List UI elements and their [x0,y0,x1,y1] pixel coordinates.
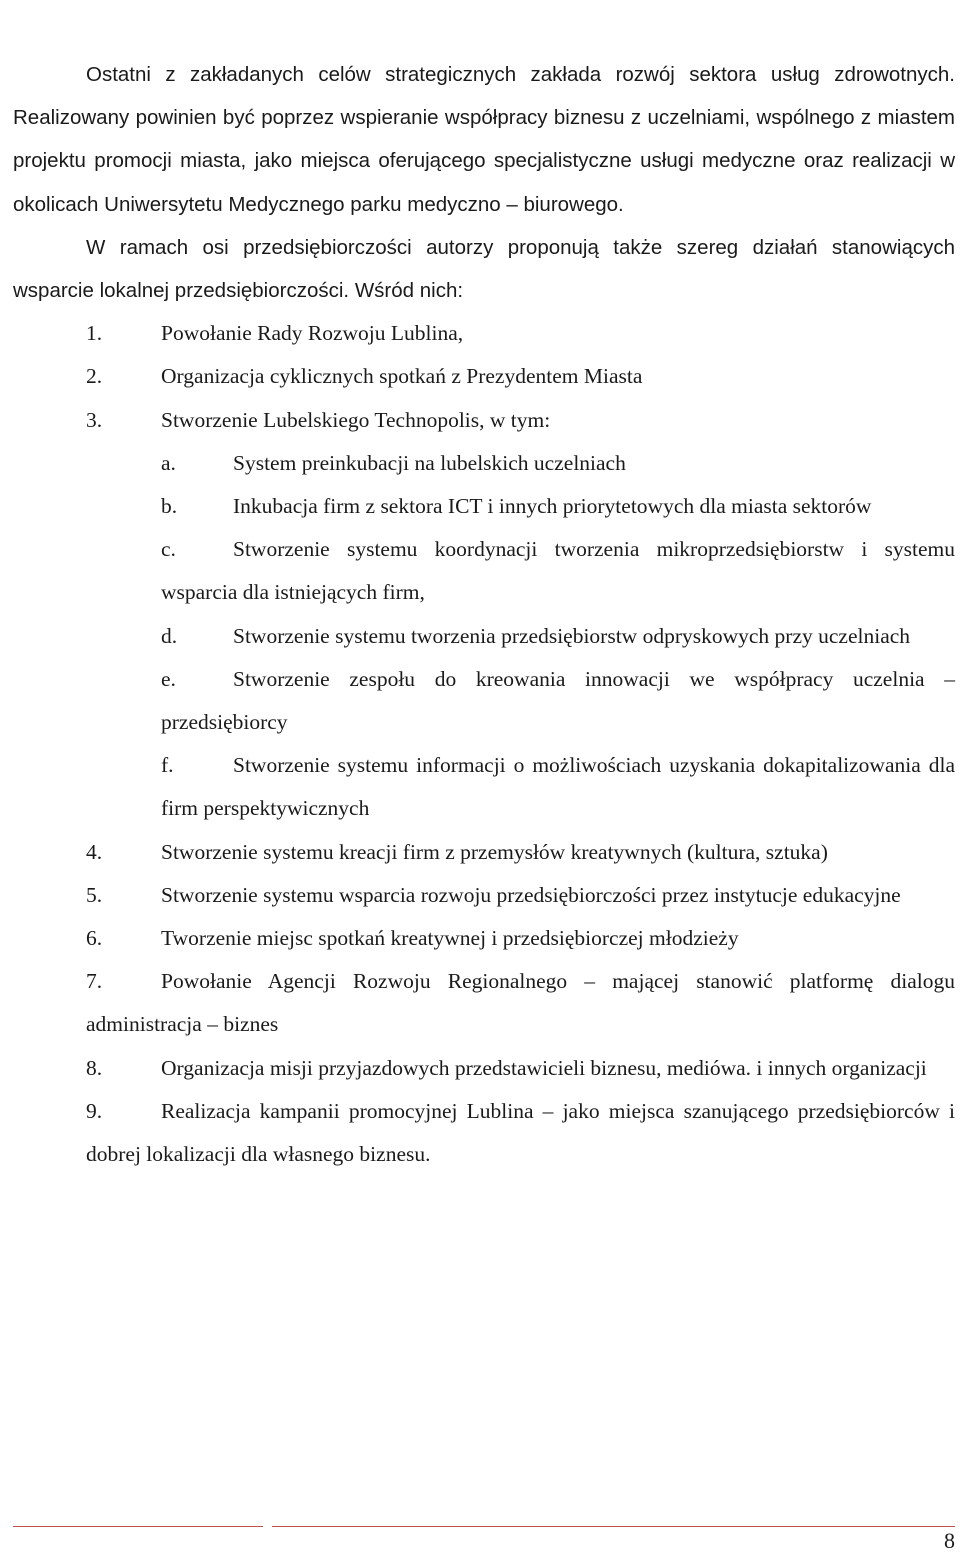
sublist-item-letter: e. [161,666,176,691]
list-item-number: 5. [86,882,103,907]
sublist-item [13,615,955,658]
footer-rule-gap [263,1526,272,1527]
sublist-item-letter: a. [161,450,176,475]
list-item-text: Stworzenie Lubelskiego Technopolis, w tym: [161,407,551,432]
sublist-item [13,485,955,528]
technopolis-sublist [13,442,955,831]
document-body [13,53,955,1176]
paragraph-health-sector: Ostatni z zakładanych celów strategicznych zakłada rozwój sektora usług zdrowotnych. Realizowany powinien być poprzez wspieranie współpracy biznesu z uczelniami, wspólnego z miastem projektu promocji miasta, jako miejsca oferującego specjalistyczne usługi medyczne oraz realizacji w okolicach Uniwersytetu Medycznego parku medyczno – biurowego. [13,63,955,216]
sublist-item-text: System preinkubacji na lubelskich uczelniach [233,450,626,475]
sublist-item-text: Stworzenie systemu informacji o możliwościach uzyskania dokapitalizowania dla firm perspektywicznych [161,753,955,821]
list-item [13,874,955,917]
sublist-item-letter: f. [161,753,174,778]
list-item [13,355,955,398]
list-item [13,312,955,355]
sublist-item-text: Stworzenie zespołu do kreowania innowacji we współpracy uczelnia – przedsiębiorcy [161,666,955,735]
page-number: 8 [944,1528,955,1553]
list-item-number: 9. [86,1098,103,1123]
sublist-item-letter: d. [161,623,178,648]
sublist-item-text: Stworzenie systemu koordynacji tworzenia mikroprzedsiębiorstw i systemu wsparcia dla istniejących firm, [161,537,955,605]
sublist-item-text: Inkubacja firm z sektora ICT i innych priorytetowych dla miasta sektorów [233,494,872,519]
list-item-number: 2. [86,364,103,389]
list-item-text: Tworzenie miejsc spotkań kreatywnej i przedsiębiorczej młodzieży [161,926,739,951]
sublist-item-letter: c. [161,537,176,562]
paragraph-entrepreneurship: W ramach osi przedsiębiorczości autorzy proponują także szereg działań stanowiących wsparcie lokalnej przedsiębiorczości. Wśród nich: [13,235,955,303]
list-item-text: Powołanie Agencji Rozwoju Regionalnego – mającej stanowić platformę dialogu administracja – biznes [86,969,955,1037]
sublist-item [13,528,955,614]
list-item-number: 1. [86,321,103,346]
sublist-item-text: Stworzenie systemu tworzenia przedsiębiorstw odpryskowych przy uczelniach [233,623,911,648]
sublist-item-letter: b. [161,494,178,519]
list-item-number: 7. [86,969,103,994]
list-item-text: Realizacja kampanii promocyjnej Lublina – jako miejsca szanującego przedsiębiorców i dobrej lokalizacji dla własnego biznesu. [86,1098,955,1167]
list-item-text: Stworzenie systemu kreacji firm z przemysłów kreatywnych (kultura, sztuka) [161,839,828,864]
list-item [13,917,955,960]
list-item-text: Organizacja misji przyjazdowych przedstawicieli biznesu, mediówa. i innych organizacji [161,1055,927,1080]
list-item [13,399,955,442]
action-list [13,312,955,1176]
list-item-text: Powołanie Rady Rozwoju Lublina, [161,321,464,346]
list-item [13,1047,955,1090]
list-item-text: Stworzenie systemu wsparcia rozwoju przedsiębiorczości przez instytucje edukacyjne [161,882,901,907]
list-item-number: 4. [86,839,103,864]
list-item [13,831,955,874]
list-item-number: 3. [86,407,103,432]
sublist-item [13,658,955,744]
sublist-item [13,442,955,485]
footer-rule [13,1526,955,1527]
list-item-text: Organizacja cyklicznych spotkań z Prezydentem Miasta [161,364,643,389]
sublist-item [13,744,955,830]
list-item [13,960,955,1046]
list-item-number: 8. [86,1055,103,1080]
list-item [13,1090,955,1176]
list-item-number: 6. [86,926,103,951]
